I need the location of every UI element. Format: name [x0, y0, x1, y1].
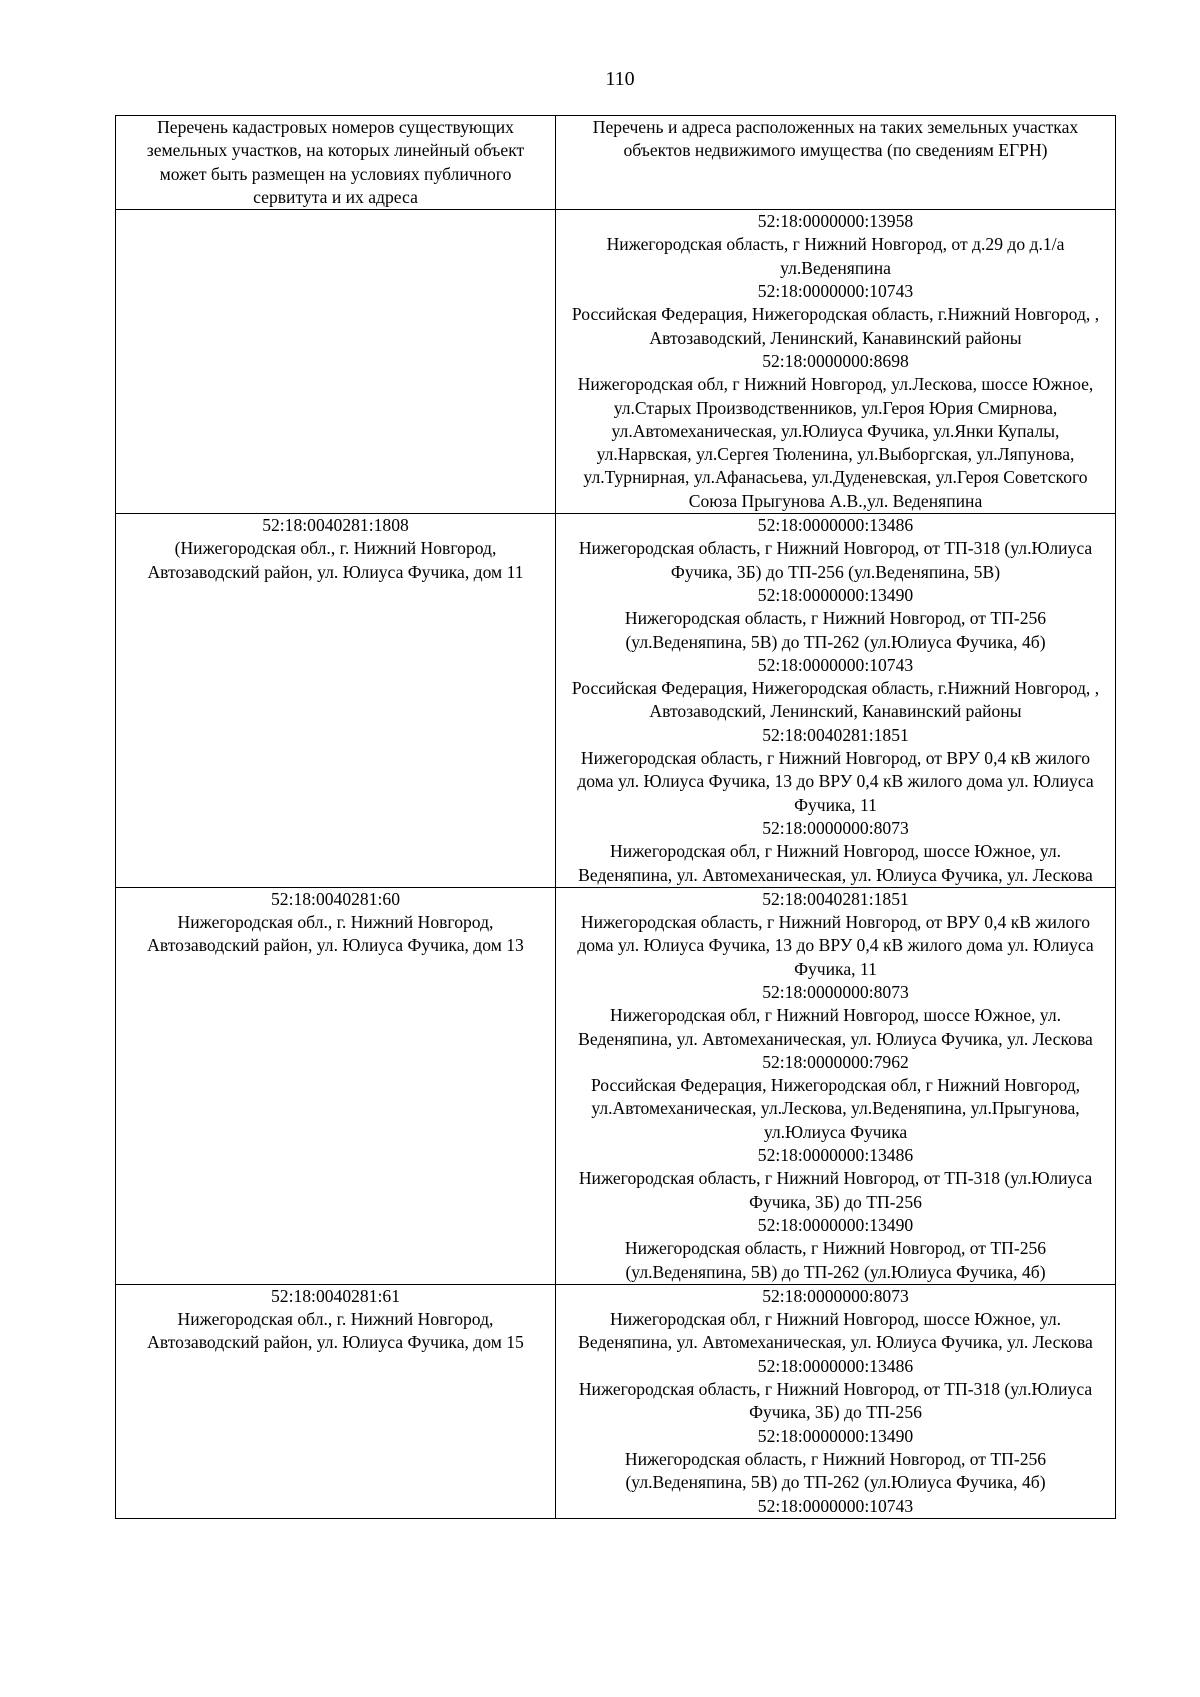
cadastral-number: 52:18:0000000:8698	[762, 350, 909, 371]
object-address: Нижегородская область, г Нижний Новгород, от ВРУ 0,4 кВ жилого дома ул. Юлиуса Фучика, 13 до ВРУ 0,4 кВ жилого дома ул. Юлиуса Фучика, 11	[577, 748, 1094, 815]
cadastral-number: 52:18:0040281:1851	[762, 724, 909, 745]
object-address: Нижегородская обл, г Нижний Новгород, шоссе Южное, ул. Веденяпина, ул. Автомеханическая, ул. Юлиуса Фучика, ул. Лескова	[578, 841, 1093, 885]
table-row	[116, 1284, 1116, 1518]
object-address: Нижегородская область, г Нижний Новгород, от ТП-256 (ул.Веденяпина, 5В) до ТП-262 (ул.Юлиуса Фучика, 4б)	[624, 1238, 1047, 1282]
object-address: Нижегородская область, г Нижний Новгород, от ВРУ 0,4 кВ жилого дома ул. Юлиуса Фучика, 13 до ВРУ 0,4 кВ жилого дома ул. Юлиуса Фучика, 11	[577, 912, 1094, 979]
object-address: Нижегородская область, г Нижний Новгород, от ТП-256 (ул.Веденяпина, 5В) до ТП-262 (ул.Юлиуса Фучика, 4б)	[624, 608, 1047, 652]
cadastral-number: 52:18:0000000:10743	[757, 281, 914, 302]
cadastral-number: 52:18:0000000:13486	[757, 1355, 914, 1376]
cadastral-number: 52:18:0000000:13958	[757, 211, 914, 232]
cell-plot	[116, 887, 556, 1284]
object-address: Нижегородская область, г Нижний Новгород, от ТП-256 (ул.Веденяпина, 5В) до ТП-262 (ул.Юлиуса Фучика, 4б)	[624, 1448, 1047, 1493]
header-cadastral-plots: Перечень кадастровых номеров существующих земельных участков, на которых линейный объект может быть размещен на условиях публичного сервитута и их адреса	[116, 116, 556, 210]
header-real-estate-objects: Перечень и адреса расположенных на таких земельных участках объектов недвижимого имущества (по сведениям ЕГРН)	[556, 116, 1116, 210]
object-address: Нижегородская область, г Нижний Новгород, от д.29 до д.1/а ул.Веденяпина	[606, 234, 1065, 278]
cadastral-number: 52:18:0000000:13486	[757, 1145, 914, 1166]
object-address: Российская Федерация, Нижегородская обл, г Нижний Новгород, ул.Автомеханическая, ул.Лескова, ул.Веденяпина, ул.Прыгунова, ул.Юлиуса Фучика	[590, 1075, 1081, 1142]
plot-cadastral-number: 52:18:0040281:1808	[262, 515, 409, 536]
cell-objects	[556, 210, 1116, 514]
object-address: Нижегородская область, г Нижний Новгород, от ТП-318 (ул.Юлиуса Фучика, 3Б) до ТП-256	[578, 1168, 1093, 1212]
cadastral-number: 52:18:0000000:8073	[762, 817, 909, 838]
cadastral-number: 52:18:0040281:1851	[762, 888, 909, 909]
object-address: Российская Федерация, Нижегородская область, г.Нижний Новгород, , Автозаводский, Ленинский, Канавинский районы	[571, 678, 1100, 722]
table-row	[116, 210, 1116, 514]
cell-objects	[556, 514, 1116, 888]
cell-plot	[116, 514, 556, 888]
cadastral-number: 52:18:0000000:13490	[757, 1425, 914, 1446]
table-row	[116, 887, 1116, 1284]
table-header-row	[116, 116, 1116, 210]
plot-address: Нижегородская обл., г. Нижний Новгород, Автозаводский район, ул. Юлиуса Фучика, дом 15	[147, 1309, 524, 1353]
cadastral-number: 52:18:0000000:8073	[762, 981, 909, 1002]
cadastral-number: 52:18:0000000:13486	[757, 515, 914, 536]
cell-plot	[116, 210, 556, 514]
cadastral-number: 52:18:0000000:8073	[762, 1285, 909, 1306]
object-address: Нижегородская обл, г Нижний Новгород, шоссе Южное, ул. Веденяпина, ул. Автомеханическая, ул. Юлиуса Фучика, ул. Лескова	[578, 1309, 1093, 1353]
object-address: Нижегородская обл, г Нижний Новгород, ул.Лескова, шоссе Южное, ул.Старых Производственников, ул.Героя Юрия Смирнова, ул.Автомеханическая, ул.Юлиуса Фучика, ул.Янки Купалы, ул.Нарвская, ул.Сергея Тюленина, ул.Выборгская, ул.Ляпунова, ул.Турнирная, ул.Афанасьева, ул.Дуденевская, ул.Героя Советского Союза Прыгунова А.В.,ул. Веденяпина	[577, 374, 1094, 511]
plot-cadastral-number: 52:18:0040281:61	[270, 1285, 401, 1306]
cadastral-number: 52:18:0000000:13490	[757, 584, 914, 605]
cell-objects	[556, 887, 1116, 1284]
cadastral-number: 52:18:0000000:13490	[757, 1214, 914, 1235]
cell-plot	[116, 1284, 556, 1518]
land-plots-table	[115, 115, 1116, 1519]
cadastral-number: 52:18:0000000:10743	[757, 654, 914, 675]
object-address: Нижегородская обл, г Нижний Новгород, шоссе Южное, ул. Веденяпина, ул. Автомеханическая, ул. Юлиуса Фучика, ул. Лескова	[578, 1005, 1093, 1049]
cadastral-number: 52:18:0000000:7962	[762, 1051, 909, 1072]
plot-address: Нижегородская обл., г. Нижний Новгород, Автозаводский район, ул. Юлиуса Фучика, дом 13	[147, 912, 524, 956]
page-number: 110	[605, 68, 635, 90]
cell-objects	[556, 1284, 1116, 1518]
plot-address: (Нижегородская обл., г. Нижний Новгород, Автозаводский район, ул. Юлиуса Фучика, дом 11	[147, 538, 524, 582]
plot-cadastral-number: 52:18:0040281:60	[270, 888, 401, 909]
object-address: Российская Федерация, Нижегородская область, г.Нижний Новгород, , Автозаводский, Ленинский, Канавинский районы	[571, 304, 1100, 348]
table-row	[116, 514, 1116, 888]
object-address: Нижегородская область, г Нижний Новгород, от ТП-318 (ул.Юлиуса Фучика, 3Б) до ТП-256	[578, 1379, 1093, 1423]
cadastral-number: 52:18:0000000:10743	[757, 1495, 914, 1516]
object-address: Нижегородская область, г Нижний Новгород, от ТП-318 (ул.Юлиуса Фучика, 3Б) до ТП-256 (ул.Веденяпина, 5В)	[578, 538, 1093, 582]
